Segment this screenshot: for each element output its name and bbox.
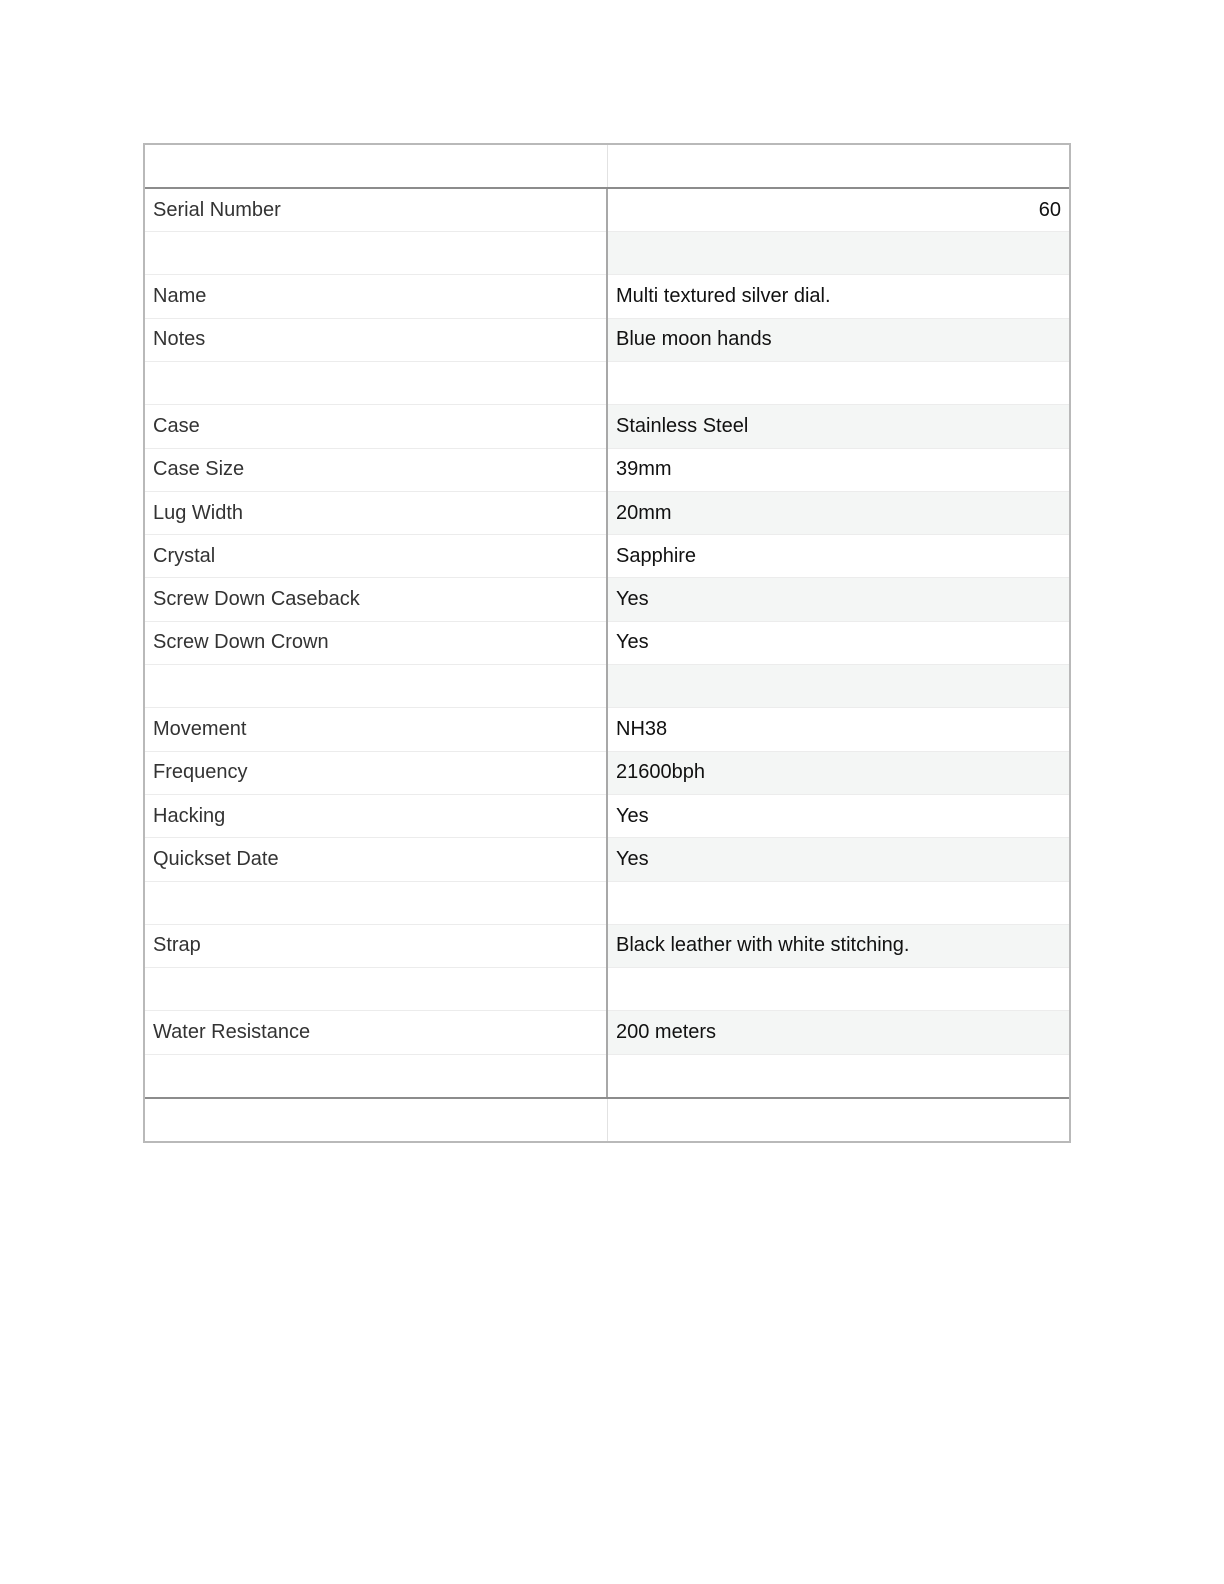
row-value: 21600bph — [607, 751, 1069, 794]
table-row — [145, 491, 1069, 534]
table-row — [145, 1011, 1069, 1054]
row-value: 20mm — [607, 491, 1069, 534]
row-value: 60 — [607, 188, 1069, 231]
header-cell-label — [145, 145, 607, 188]
row-value: Stainless Steel — [607, 405, 1069, 448]
table-row — [145, 232, 1069, 275]
row-value — [607, 881, 1069, 924]
row-label: Case — [145, 405, 607, 448]
row-label: Crystal — [145, 535, 607, 578]
row-value: Yes — [607, 578, 1069, 621]
spec-table — [145, 145, 1069, 1141]
table-row — [145, 881, 1069, 924]
table-row — [145, 968, 1069, 1011]
row-value — [607, 1054, 1069, 1097]
table-row — [145, 188, 1069, 231]
row-value: Yes — [607, 621, 1069, 664]
row-label: Movement — [145, 708, 607, 751]
row-value: 200 meters — [607, 1011, 1069, 1054]
footer-cell-value — [607, 1098, 1069, 1141]
footer-row — [145, 1098, 1069, 1141]
spec-sheet — [143, 143, 1071, 1143]
row-label — [145, 1054, 607, 1097]
row-value: Yes — [607, 838, 1069, 881]
table-row — [145, 535, 1069, 578]
row-value — [607, 968, 1069, 1011]
row-value: NH38 — [607, 708, 1069, 751]
row-label: Strap — [145, 924, 607, 967]
table-row — [145, 578, 1069, 621]
table-row — [145, 924, 1069, 967]
row-label — [145, 968, 607, 1011]
header-cell-value — [607, 145, 1069, 188]
table-row — [145, 708, 1069, 751]
row-value: Black leather with white stitching. — [607, 924, 1069, 967]
table-row — [145, 318, 1069, 361]
row-value: Multi textured silver dial. — [607, 275, 1069, 318]
row-label: Screw Down Crown — [145, 621, 607, 664]
table-row — [145, 794, 1069, 837]
row-label: Lug Width — [145, 491, 607, 534]
row-label: Water Resistance — [145, 1011, 607, 1054]
table-row — [145, 405, 1069, 448]
table-row — [145, 361, 1069, 404]
row-label: Frequency — [145, 751, 607, 794]
row-value — [607, 232, 1069, 275]
table-row — [145, 751, 1069, 794]
row-label — [145, 881, 607, 924]
row-label: Notes — [145, 318, 607, 361]
table-row — [145, 448, 1069, 491]
header-row — [145, 145, 1069, 188]
row-label: Quickset Date — [145, 838, 607, 881]
footer-cell-label — [145, 1098, 607, 1141]
row-value: 39mm — [607, 448, 1069, 491]
table-row — [145, 275, 1069, 318]
row-label: Case Size — [145, 448, 607, 491]
table-row — [145, 665, 1069, 708]
row-label — [145, 665, 607, 708]
row-label — [145, 232, 607, 275]
row-label: Name — [145, 275, 607, 318]
table-row — [145, 1054, 1069, 1097]
row-value: Blue moon hands — [607, 318, 1069, 361]
row-value: Yes — [607, 794, 1069, 837]
row-label — [145, 361, 607, 404]
row-label: Hacking — [145, 794, 607, 837]
row-value — [607, 665, 1069, 708]
row-value — [607, 361, 1069, 404]
table-row — [145, 621, 1069, 664]
row-label: Serial Number — [145, 188, 607, 231]
table-row — [145, 838, 1069, 881]
row-value: Sapphire — [607, 535, 1069, 578]
row-label: Screw Down Caseback — [145, 578, 607, 621]
